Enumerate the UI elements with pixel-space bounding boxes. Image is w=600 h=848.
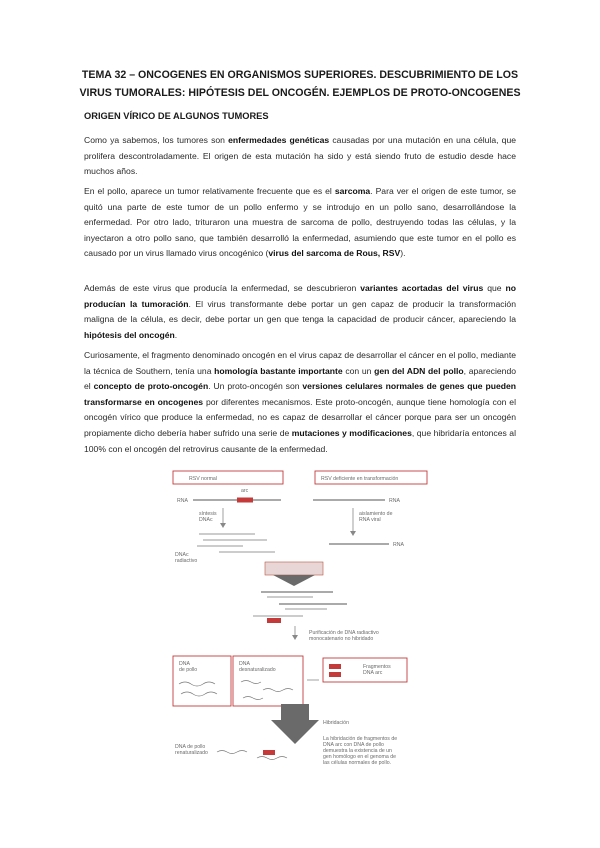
text-run: Curiosamente, el fragmento denominado oncogén en el virus capaz de desarrollar el cáncer en el pollo, mediante la técnica de Southern, tenía una (84, 350, 516, 376)
chicken-dna-strand (179, 682, 215, 686)
bold-run: versiones celulares normales de genes que pueden transformarse en oncogenes (84, 381, 517, 407)
text-run: por diferentes mecanismos. Este proto-oncogén, aunque tiene homología con el oncogén vírico que produce la enfermedad, no es capaz de desarrollar el cáncer porque para ser un oncogén propiamente dicho debería haber sufrido una serie de (84, 396, 516, 438)
figure-caption-5: las células normales de pollo. (323, 760, 392, 766)
denatured-dna-strand (241, 681, 261, 684)
arc-fragments-label-1: Fragmentos (363, 664, 391, 670)
isolation-label-2: RNA viral (359, 517, 381, 523)
text-run: , apareciendo el (84, 365, 517, 392)
figure-caption-3: demuestra la existencia de un (323, 748, 392, 754)
text-run: . El virus transformante debe portar un gen capaz de producir la transformación maligna de la célula, es decir, debe portar un gen que tenga la capacidad de producir cáncer, apareciendo la (84, 298, 516, 325)
figure-caption-1: La hibridación de fragmentos de (323, 736, 398, 742)
purification-label-1: Purificación de DNA radiactivo (309, 630, 379, 636)
arc-fragments-label-2: DNA arc (363, 670, 383, 676)
text-run: que (483, 283, 506, 293)
hybridization-arrow (271, 704, 319, 744)
bold-run: hipótesis del oncogén (84, 329, 175, 340)
synthesis-label-2: DNAc (199, 517, 213, 523)
paragraph-2 (84, 184, 516, 262)
figure-caption-2: DNA arc con DNA de pollo (323, 742, 384, 748)
text-run: con un (342, 365, 375, 376)
text-run: ). (400, 248, 406, 259)
denatured-dna-strand (263, 689, 293, 692)
bold-run: variantes acortadas del virus (360, 283, 484, 293)
denatured-dna-label-1: DNA (239, 661, 250, 667)
hybridized-arc-fragment (263, 750, 275, 755)
arrow-purification-head (292, 635, 298, 640)
bold-run: virus del sarcoma de Rous, RSV (268, 248, 401, 259)
section-heading: ORIGEN VÍRICO DE ALGUNOS TUMORES (84, 111, 269, 121)
text-run: causadas por una mutación en una célula, que prolifera descontroladamente. El origen de esta mutación ha sido y está siendo fruto de estudio desde hace muchos años. (84, 135, 517, 177)
bold-run: homología bastante importante (214, 365, 343, 376)
cdna-label-1: DNAc (175, 552, 189, 558)
renatured-dna-strand (217, 751, 247, 754)
bold-run: mutaciones y modificaciones (291, 427, 412, 438)
bold-run: gen del ADN del pollo (374, 365, 464, 376)
central-arrow-body (265, 562, 323, 575)
text-run: , que hibridaría entonces al 100% con el oncogén del retrovirus causante de la enfermedad. (84, 427, 516, 454)
arc-fragment (329, 664, 341, 669)
bold-run: concepto de proto-oncogén (93, 381, 209, 392)
chicken-dna-label-2: de pollo (179, 667, 198, 673)
rsv-deficient-label: RSV deficiente en transformación (321, 476, 399, 482)
rna-left-label: RNA (177, 498, 188, 504)
bold-run: sarcoma (334, 186, 371, 196)
paragraph-3 (84, 281, 516, 343)
denatured-dna-strand (243, 697, 263, 700)
arc-gene-segment (237, 498, 253, 503)
unhybridized-arc-fragment (267, 618, 281, 623)
arc-fragment (329, 672, 341, 677)
figure-svg (163, 468, 439, 768)
bold-run: enfermedades genéticas (228, 135, 330, 145)
text-run: En el pollo, aparece un tumor relativamente frecuente que es el (84, 186, 335, 196)
text-run: . Un proto-oncogén son (208, 381, 303, 392)
hybridization-label: Hibridación (323, 720, 349, 726)
rna-mid-label: RNA (393, 542, 404, 548)
southern-hybridization-figure (163, 468, 439, 768)
renatured-dna-strand (257, 757, 287, 760)
isolation-label-1: aislamiento de (359, 511, 393, 517)
text-run: Como ya sabemos, los tumores son (84, 135, 229, 145)
cdna-label-2: radiactivo (175, 558, 198, 564)
text-run: . Para ver el origen de este tumor, se quitó una parte de este tumor de un pollo enfermo y se introdujo en un pollo sano, desarrollándose la enfermedad. Por otro lado, trituraron una muestra de sarcoma de pollo, destruyendo todas las células, y la inyectaron a otro pollo sano, que también desarrolló la enfermedad, asumiendo que este tumor en el pollo es causado por un virus llamado virus oncogénico ( (84, 186, 516, 259)
chicken-dna-strand (181, 692, 217, 696)
paragraph-1 (84, 133, 516, 180)
figure-caption-4: gen homólogo en el genoma de (323, 754, 396, 760)
central-arrow-head (273, 575, 315, 586)
denatured-dna-label-2: desnaturalizado (239, 667, 276, 673)
arrow-synthesis-head (220, 523, 226, 528)
rsv-normal-label: RSV normal (189, 476, 217, 482)
bold-run: no producían la tumoración (84, 283, 516, 309)
arc-label: arc (241, 488, 249, 494)
renatured-dna-label-1: DNA de pollo (175, 744, 206, 750)
chicken-dna-label-1: DNA (179, 661, 190, 667)
text-run: Además de este virus que producía la enfermedad, se descubrieron (84, 283, 361, 293)
document-title: TEMA 32 – ONCOGENES EN ORGANISMOS SUPERIORES. DESCUBRIMIENTO DE LOS VIRUS TUMORALES: HIPÓTESIS DEL ONCOGÉN. EJEMPLOS DE PROTO-ONCOGENES (79, 69, 521, 99)
text-run: . (174, 329, 178, 340)
arrow-isolation-head (350, 531, 356, 536)
renatured-dna-label-2: renaturalizado (175, 750, 208, 756)
purification-label-2: monocatenario no hibridado (309, 636, 374, 642)
rna-right-label: RNA (389, 498, 400, 504)
synthesis-label-1: síntesis (199, 511, 217, 517)
paragraph-4 (84, 348, 516, 457)
